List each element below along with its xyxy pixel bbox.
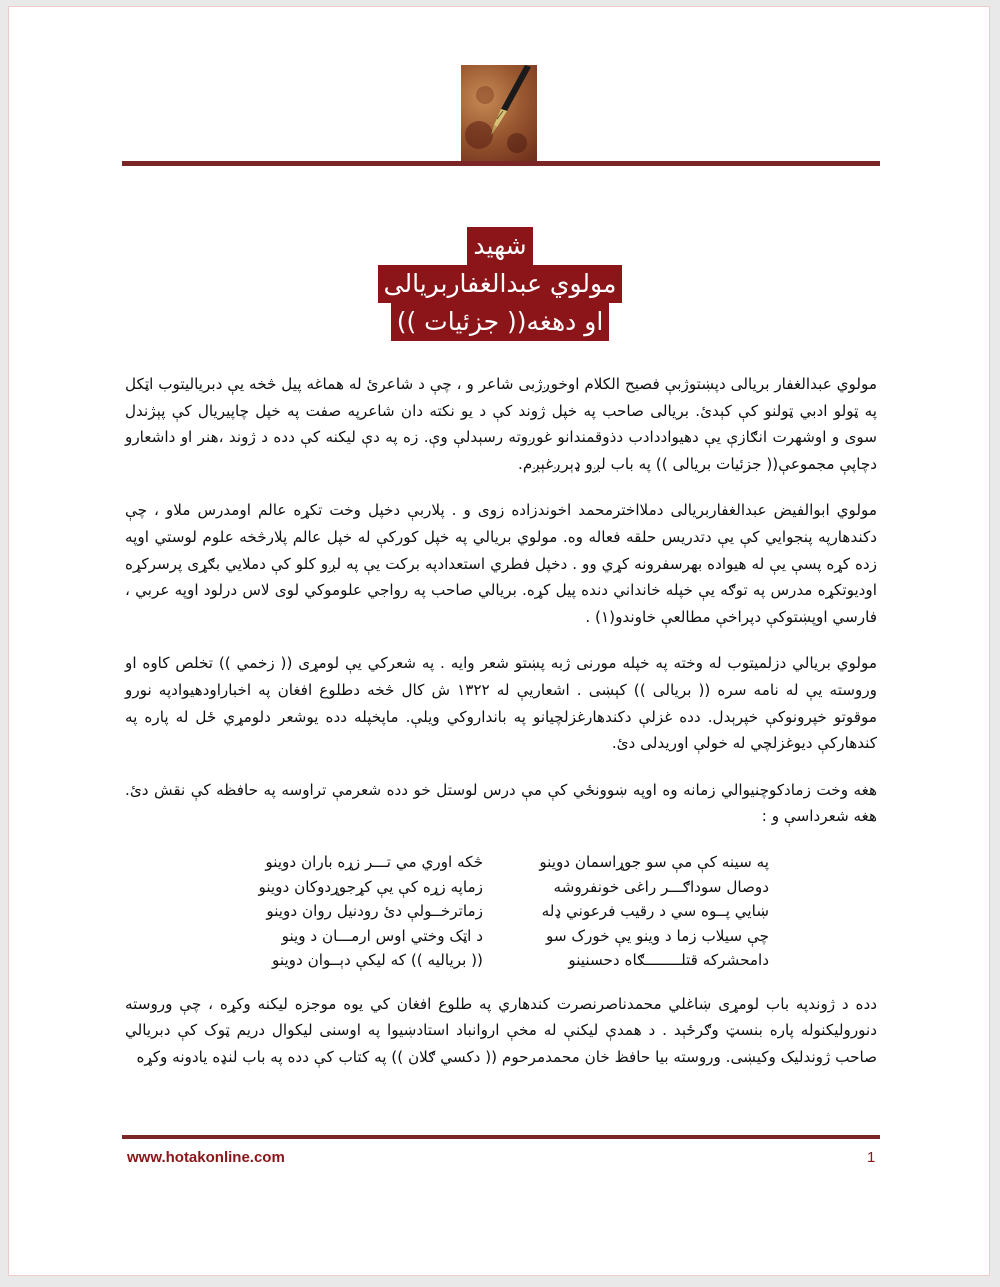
fountain-pen-graphic — [461, 65, 537, 161]
poem-verse-2-first: دوصال سوداګـــر راغی خونفروشه — [553, 877, 769, 896]
poem-verse-5-second: (( بريالیه )) كه ليكې دېــوان دوينو — [272, 951, 483, 970]
poem-verse-5-first: دامحشركه قتلــــــــګاه دحسنينو — [568, 951, 769, 970]
poem — [125, 850, 877, 973]
article-body — [125, 371, 877, 1091]
paragraph-2: مولوي ابوالفيض عبدالغفاربريالی دملااخترمحمد اخوندزاده زوی و . پلاربې دخپل وخت تكړه عالم اومدرس ملاو ، چې دكندهارپه پنجوايي كې يې دتدريس حلقه فعاله وه. مولوي بريالي په خپل كوركې له خپل عالم پلارڅخه علوم لوستي اوپه زده كړه پسې يې له هيواده بهرسفرونه كړي وو . دخپل فطري استعدادپه بركت يې په لږو كلو كې دملايي بګړی پرسركړه اوديوتكړه مدرس په توګه يې خپله خانداني دنده پيل كړه. بريالي صاحب په رواجي علوموكي لوی لاس درلود اوپه عربي ، فارسي اوپښتوكې دپراخې مطالعې خاوندو(۱) . — [125, 501, 877, 626]
paragraph-3: مولوي بريالي دزلميتوب له وخته په خپله مورنی ژبه پښتو شعر وايه . په شعركي يې لومړی (( زخمي )) تخلص كاوه او وروسته يې له نامه سره (( بريالی )) كېښی . اشعاريې له ۱۳۲۲ ش كال څخه دطلوع افغان په اخباراودهيوادپه نورو موقوتو خپرونوكې خپرېدل. دده غزلې دكندهارغزلچيانو په بانداروكي ويلې. ماپخپله دده يوشعر دلومړي ځل له پاره په كندهاركې ديوغزلچي له خولې اوريدلی دئ. — [125, 654, 878, 753]
poem-verse-1-first: په سينه كې مې سو جوړاسمان دوينو — [539, 852, 769, 871]
footer-website-url[interactable]: www.hotakonline.com — [127, 1149, 285, 1166]
poem-verse-2-second: زماپه زړه كې يې كړجوړدوكان دوينو — [258, 877, 483, 896]
footer-rule — [122, 1135, 880, 1139]
poem-verse-4-first: چې سيلاب زما د وينو يې خورک سو — [546, 926, 769, 945]
poem-verse-1-second: څكه اوري مي تـــر زړه باران دوينو — [265, 852, 483, 871]
document-page — [8, 6, 990, 1276]
poem-verse-4-second: د اټک وختي اوس ارمـــان د وينو — [281, 926, 483, 945]
paragraph-4: هغه وخت زمادكوچنيوالي زمانه وه اوپه ښوونځي كې مې درس لوستل خو دده شعرمې تراوسه په حافظه كې نقش دئ. هغه شعرداسې و : — [125, 780, 877, 826]
page-number: 1 — [867, 1149, 876, 1166]
poem-verse-3-second: زماترخــولې دئ رودنيل روان دوينو — [266, 902, 483, 921]
paragraph-1: مولوي عبدالغفار بريالی دپښتوژبې فصيح الكلام اوخوږژبی شاعر و ، چې د شاعرئ له هماغه پيل څخه يې دبرياليتوب اټكل په ټولو ادبي ټولنو كې كېدئ. بريالی صاحب په خپل ژوند كې د يو نكته دان شاعرپه صفت په خپل چاپيريال كې پېژندل سوی و اوشهرت انګازې يې دهيواددادب دذوقمندانو غوږوته رسېدلې وې. زه په دې ليكنه كې دده د ژوند ،هنر او داشعارو دچاپې مجموعې(( جزئيات بريالی )) په باب لږو ډېرږغېږم. — [125, 375, 877, 473]
poem-verse-3-first: ښايي پــوه سي د رقيب فرعوني ډله — [541, 902, 769, 921]
document-title — [9, 227, 991, 341]
title-line-3: او دهغه(( جزئيات )) — [391, 303, 610, 341]
title-line-1: شهيد — [467, 227, 532, 265]
fountain-pen-icon — [461, 65, 537, 161]
header-rule — [122, 161, 880, 166]
title-line-2: مولوي عبدالغفاربريالی — [378, 265, 623, 303]
paragraph-5: دده د ژوندپه باب لومړی ښاغلي محمدناصرنصرت كندهاري په طلوع افغان كي يوه موجزه ليكنه وكړه ، چې وروسته دنورولیكنوله پاره بنسټ وګرځېد . د همدې ليكنې له مخې اروانباد استادښيوا په اوسنی ليكوال دريم ټوک كې دبريالي صاحب ژوندليک وكيښی. وروسته بيا حافظ خان محمدمرحوم (( دكسي ګلان )) په كتاب كې دده په باب لنډه يادونه وكړه — [125, 994, 877, 1067]
